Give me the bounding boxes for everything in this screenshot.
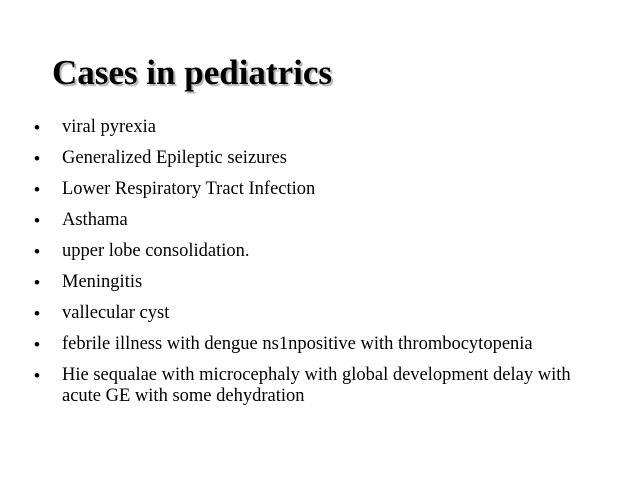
bullet-icon: • <box>34 149 40 168</box>
bullet-text: Meningitis <box>62 272 143 292</box>
bullet-icon: • <box>34 273 40 292</box>
bullet-list <box>30 117 590 417</box>
bullet-item <box>30 148 590 169</box>
bullet-icon: • <box>34 180 40 199</box>
bullet-icon: • <box>34 304 40 323</box>
bullet-item <box>30 334 590 355</box>
bullet-icon: • <box>34 242 40 261</box>
bullet-text: Generalized Epileptic seizures <box>62 148 287 168</box>
slide-title: Cases in pediatrics <box>52 53 332 92</box>
bullet-item <box>30 241 590 262</box>
bullet-text: viral pyrexia <box>62 117 156 137</box>
bullet-icon: • <box>34 211 40 230</box>
bullet-text: vallecular cyst <box>62 303 170 323</box>
bullet-icon: • <box>34 118 40 137</box>
bullet-item <box>30 117 590 138</box>
bullet-text: Lower Respiratory Tract Infection <box>62 179 316 199</box>
bullet-item <box>30 303 590 324</box>
bullet-text: upper lobe consolidation. <box>62 241 250 261</box>
bullet-item <box>30 272 590 293</box>
bullet-text: Hie sequalae with microcephaly with global development delay with acute GE with some dehydration <box>62 365 571 406</box>
bullet-icon: • <box>34 366 40 385</box>
bullet-item <box>30 365 590 407</box>
bullet-text: Asthama <box>62 210 128 230</box>
bullet-text: febrile illness with dengue ns1npositive with thrombocytopenia <box>62 334 533 354</box>
bullet-item <box>30 179 590 200</box>
bullet-item <box>30 210 590 231</box>
bullet-icon: • <box>34 335 40 354</box>
